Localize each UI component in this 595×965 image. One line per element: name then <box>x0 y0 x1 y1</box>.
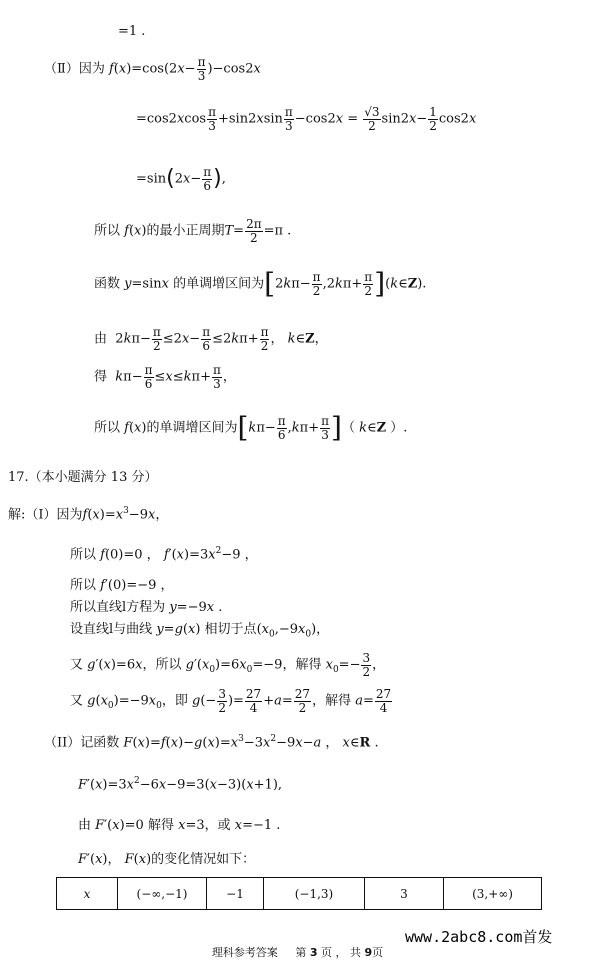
period-line: 所以 f(x)的最小正周期T= $\frac{2\pi}{2}$ =π . <box>94 217 292 245</box>
table-cell: x <box>57 878 118 910</box>
table-cell: (−∞,−1) <box>118 878 207 910</box>
variation-table <box>56 877 542 910</box>
q17-title: 17.（本小题满分 13 分） <box>8 470 158 485</box>
page-footer: 理科参考答案 第 3 页 ， 共 9页 <box>211 946 384 959</box>
table-cell: (3,+∞) <box>444 878 542 910</box>
table-cell: 3 <box>365 878 444 910</box>
q17-line-l: 所以直线l方程为 y=−9x . <box>70 600 223 615</box>
q17-line-f0: 所以 f(0)=0 ， $f'(x)=3x^2-9$ ， <box>70 546 258 563</box>
inequality-line-2: 得 kπ− $\frac{\pi}{6}$ ≤x≤kπ+ $\frac{\pi}{3}$ ， <box>94 363 236 391</box>
q17-part2-line: （II）记函数 $F(x)=f(x)-g(x)=x^3-3x^2-9x-a$ ， x∈R . <box>44 734 379 751</box>
q17-line-a: 又 $g(x_0)=-9x_0$，即 g(− $\frac{3}{2}$ )= $\frac{27}{4}$ +a= $\frac{27}{2}$ ，解得 a= $\frac{27}{4}$ <box>70 687 392 715</box>
table-row <box>57 878 542 910</box>
q17-line-tangent: 设直线l与曲线 y=g(x) 相切于点$(x_0,-9x_0)$， <box>70 622 330 640</box>
part2-line-3: =sin(2x− $\frac{\pi}{6}$ ), <box>136 165 226 193</box>
q17-line-gprime: 又 g′(x)=6x，所以 $g'(x_0)=6x_0=-9$，解得 $x_0=-$ $\frac{3}{2}$ ， <box>70 651 386 679</box>
sin-increase-line: 函数 y=sinx 的单调增区间为[2kπ− $\frac{\pi}{2}$ ,2kπ+ $\frac{\pi}{2}$ ](k∈Z). <box>94 267 427 300</box>
table-cell: (−1,3) <box>264 878 365 910</box>
table-cell: −1 <box>207 878 264 910</box>
part2-line-1: （Ⅱ）因为 f(x)=cos(2x− $\frac{\pi}{3}$ )−cos2x <box>44 55 261 83</box>
part2-line-2: =cos2xcos $\frac{\pi}{3}$ +sin2xsin $\frac{\pi}{3}$ −cos2x = $\frac{√3}{2}$ sin2x− $\frac{1}{2}$ cos2x <box>136 105 477 133</box>
q17-line-fprime0: 所以 f′(0)=−9 ， <box>70 578 174 593</box>
so-increase-line: 所以 f(x)的单调增区间为[kπ− $\frac{\pi}{6}$ ,kπ+ $\frac{\pi}{3}$ ]（ k∈Z ）. <box>94 411 408 444</box>
inequality-line-1: 由 2kπ− $\frac{\pi}{2}$ ≤2x− $\frac{\pi}{6}$ ≤2kπ+ $\frac{\pi}{2}$ ， k∈Z， <box>94 325 328 353</box>
q17-Fprime-line: $F'(x)=3x^2-6x-9=3(x-3)(x+1)$, <box>78 776 283 793</box>
q17-sol-line: 解:（I）因为$f(x)=x^3-9x$， <box>8 506 169 523</box>
q17-roots-line: 由 F′(x)=0 解得 x=3，或 x=−1 . <box>78 818 281 833</box>
watermark: www.2abc8.com首发 <box>405 928 553 946</box>
eq-equals-one: =1 . <box>118 24 146 39</box>
q17-table-intro: F′(x)， F(x)的变化情况如下： <box>78 852 256 867</box>
